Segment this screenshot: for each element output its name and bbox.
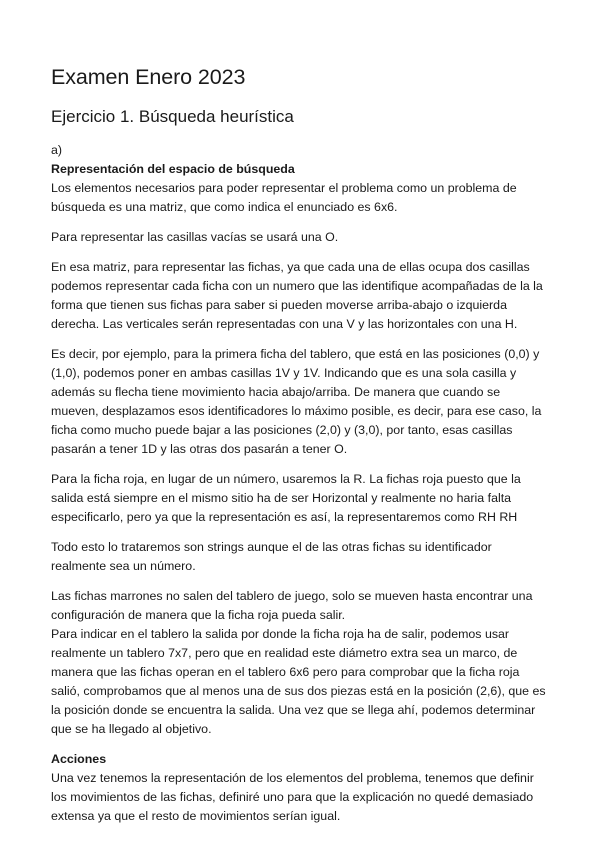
paragraph: Para la ficha roja, en lugar de un número, usaremos la R. La fichas roja puesto que la salida está siempre en el mismo sitio ha de ser Horizontal y realmente no haria falta especificarlo, pero ya que la representación es así, la representaremos como RH RH [51,472,521,524]
paragraph: Los elementos necesarios para poder representar el problema como un problema de búsqueda es una matriz, que como indica el enunciado es 6x6. [51,181,517,214]
paragraph: Para indicar en el tablero la salida por donde la ficha roja ha de salir, podemos usar realmente un tablero 7x7, pero que en realidad este diámetro extra sea un marco, de manera que las fichas operan en el tablero 6x6 pero para comprobar que la ficha roja salió, comprobamos que al menos una de sus dos piezas está en la posición (2,6), que es la posición donde se encuentra la salida. Una vez que se llega ahí, podemos determinar que se ha llegado al objetivo. [51,627,546,736]
paragraph: Para representar las casillas vacías se usará una O. [51,230,339,244]
paragraph: Una vez tenemos la representación de los elementos del problema, tenemos que definir los movimientos de las fichas, definiré uno para que la explicación no quedé demasiado extensa ya que el resto de movimientos serían igual. [51,771,534,823]
paragraph: Las fichas marrones no salen del tablero de juego, solo se mueven hasta encontrar una configuración de manera que la ficha roja pueda salir. [51,589,533,622]
exercise-title: Ejercicio 1. Búsqueda heurística [51,107,294,126]
paragraph: Es decir, por ejemplo, para la primera ficha del tablero, que está en las posiciones (0,0) y (1,0), podemos poner en ambas casillas 1V y 1V. Indicando que es una sola casilla y además su flecha tiene movimiento hacia abajo/arriba. De manera que cuando se mueven, desplazamos esos identificadores lo máximo posible, es decir, para ese caso, la ficha como mucho puede bajar a las posiciones (2,0) y (3,0), por tanto, esas casillas pasarán a tener 1D y las otras dos pasarán a tener O. [51,347,542,456]
paragraph: Todo esto lo trataremos son strings aunque el de las otras fichas su identificador realmente sea un número. [51,540,492,573]
document-title: Examen Enero 2023 [51,65,246,89]
section-heading-actions: Acciones [51,752,107,766]
paragraph: En esa matriz, para representar las fichas, ya que cada una de ellas ocupa dos casillas podemos representar cada ficha con un numero que las identifique acompañadas de la la forma que tienen sus fichas para saber si pueden moverse arriba-abajo o izquierda derecha. Las verticales serán representadas con una V y las horizontales con una H. [51,260,543,331]
section-heading-representation: Representación del espacio de búsqueda [51,162,295,176]
part-label: a) [51,143,63,157]
